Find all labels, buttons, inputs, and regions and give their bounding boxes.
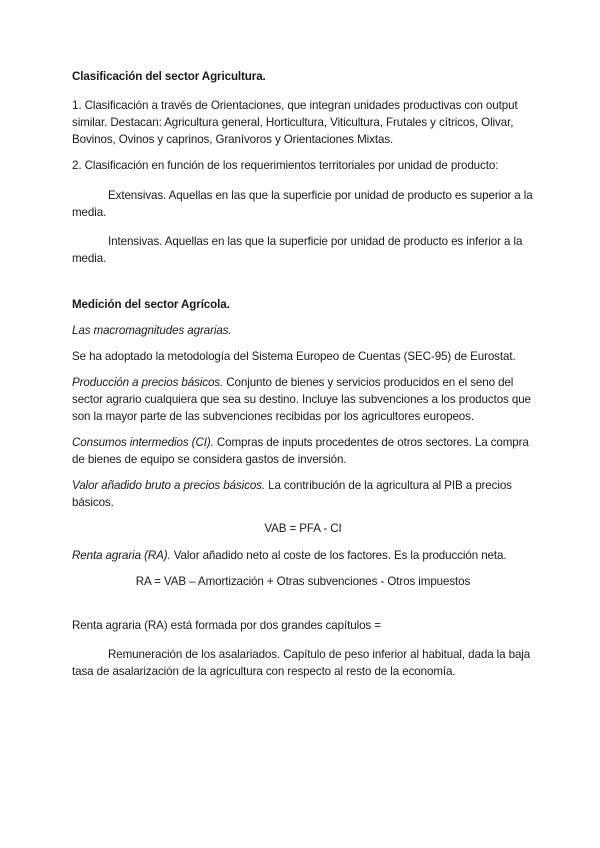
- subtitle-text: Las macromagnitudes agrarias.: [72, 324, 232, 337]
- paragraph-produccion: [72, 374, 534, 425]
- paragraph-intensivas: Intensivas. Aquellas en las que la superficie por unidad de producto es inferior a la media.: [72, 235, 523, 265]
- text-renta: Valor añadido neto al coste de los factores. Es la producción neta.: [170, 549, 507, 562]
- paragraph-consumos: [72, 434, 534, 468]
- section-title-medicion: Medición del sector Agrícola.: [72, 298, 230, 311]
- term-produccion: Producción a precios básicos.: [72, 376, 224, 389]
- text-vab: La contribución de la agricultura al PIB a precios básicos.: [72, 479, 512, 509]
- paragraph-metodologia: Se ha adoptado la metodología del Sistema Europeo de Cuentas (SEC-95) de Eurostat.: [72, 350, 516, 363]
- term-consumos: Consumos intermedios (CI).: [72, 436, 214, 449]
- document-page: [72, 68, 534, 680]
- paragraph-extensivas: Extensivas. Aquellas en las que la superficie por unidad de producto es superior a la media.: [72, 189, 533, 219]
- paragraph-remuneracion: Remuneración de los asalariados. Capítulo de peso inferior al habitual, dada la baja tasa de asalarización de la agricultura con respecto al resto de la economía.: [72, 648, 531, 678]
- paragraph-clasificacion-orientaciones: 1. Clasificación a través de Orientaciones, que integran unidades productivas con output similar. Destacan: Agricultura general, Horticultura, Viticultura, Frutales y cítricos, Olivar, Bovinos, Ovinos y caprinos, Granívoros y Orientaciones Mixtas.: [72, 99, 518, 146]
- subtitle-macromagnitudes: [72, 322, 534, 339]
- formula-renta: RA = VAB – Amortización + Otras subvenciones - Otros impuestos: [135, 575, 471, 588]
- term-renta: Renta agraria (RA).: [72, 549, 171, 562]
- text-produccion: Conjunto de bienes y servicios producidos en el seno del sector agrario cualquiera que sea su destino. Incluye las subvenciones a los productos que son la mayor parte de las subvenciones recibidas por los agricultores europeos.: [72, 376, 531, 423]
- paragraph-vab: [72, 477, 534, 511]
- formula-vab: VAB = PFA - CI: [264, 522, 342, 535]
- text-consumos: Compras de inputs procedentes de otros sectores. La compra de bienes de equipo se considera gastos de inversión.: [72, 436, 529, 466]
- section-title-clasificacion: Clasificación del sector Agricultura.: [72, 70, 266, 83]
- paragraph-renta-capitulos: Renta agraria (RA) está formada por dos grandes capítulos =: [72, 619, 381, 632]
- term-vab: Valor añadido bruto a precios básicos.: [72, 479, 265, 492]
- paragraph-renta: [72, 547, 534, 564]
- paragraph-clasificacion-territorial: 2. Clasificación en función de los requerimientos territoriales por unidad de producto:: [72, 159, 499, 172]
